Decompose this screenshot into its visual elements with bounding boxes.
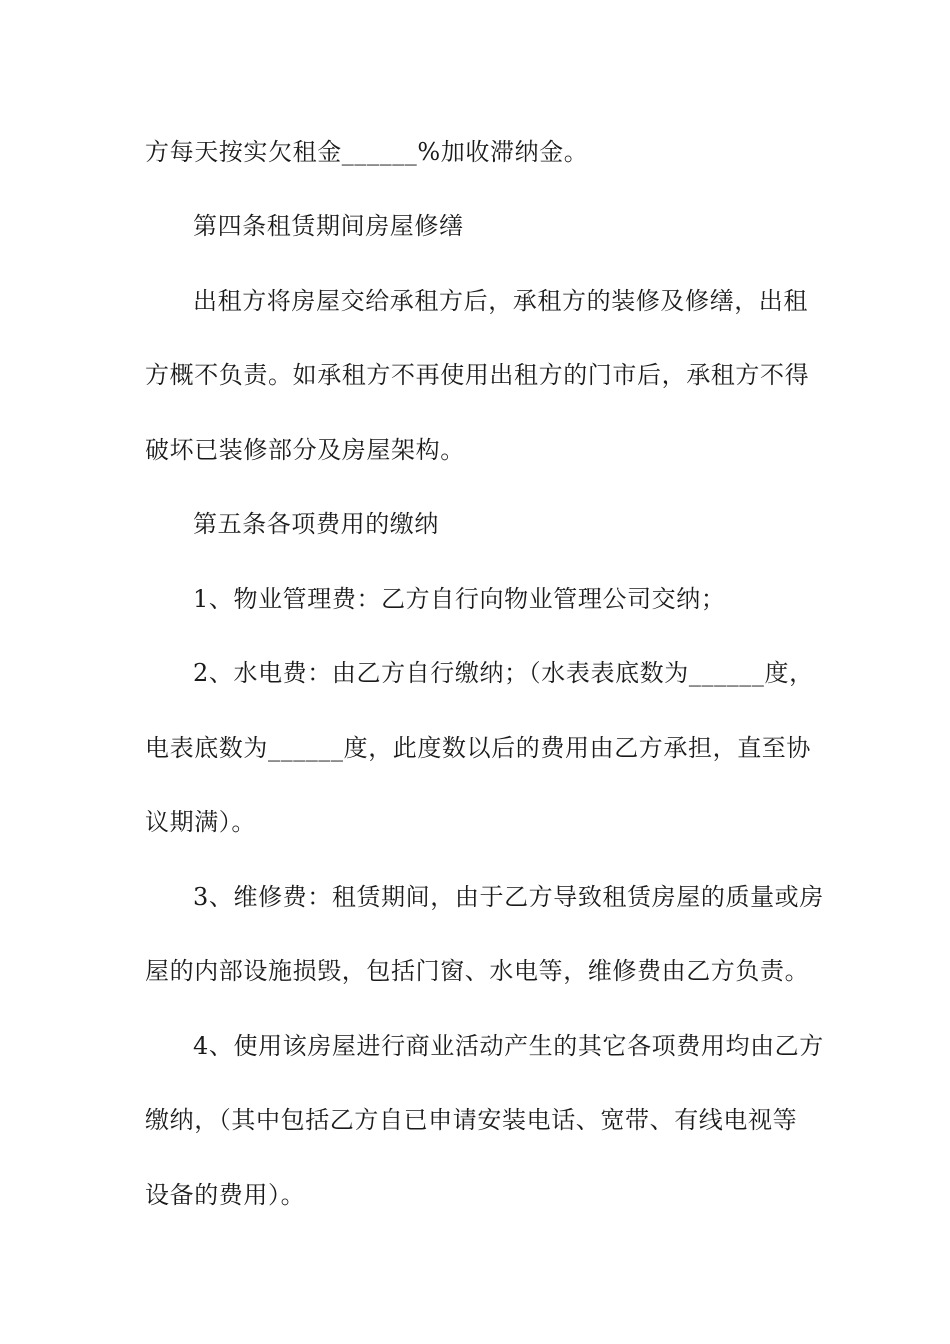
text-line-1: 方每天按实欠租金______%加收滞纳金。 (145, 138, 589, 166)
text-line-15: 设备的费用）。 (145, 1181, 306, 1209)
text-line-3: 出租方将房屋交给承租方后，承租方的装修及修缮，出租 (193, 287, 808, 315)
text-line-14: 缴纳，（其中包括乙方自已申请安装电话、宽带、有线电视等 (145, 1106, 798, 1134)
text-line-9: 电表底数为______度，此度数以后的费用由乙方承担，直至协 (145, 734, 811, 762)
text-line-8: 2、水电费：由乙方自行缴纳；（水表表底数为______度， (193, 659, 814, 687)
text-line-5: 破坏已装修部分及房屋架构。 (145, 436, 465, 464)
text-line-11: 3、维修费：租赁期间，由于乙方导致租赁房屋的质量或房 (193, 883, 824, 911)
text-line-10: 议期满）。 (145, 808, 256, 836)
text-line-4: 方概不负责。如承租方不再使用出租方的门市后，承租方不得 (145, 361, 810, 389)
section-heading-5: 第五条各项费用的缴纳 (193, 510, 439, 538)
section-heading-4: 第四条租赁期间房屋修缮 (193, 212, 464, 240)
text-line-13: 4、使用该房屋进行商业活动产生的其它各项费用均由乙方 (193, 1032, 824, 1060)
text-line-12: 屋的内部设施损毁，包括门窗、水电等，维修费由乙方负责。 (145, 957, 810, 985)
text-line-7: 1、物业管理费：乙方自行向物业管理公司交纳； (193, 585, 726, 613)
